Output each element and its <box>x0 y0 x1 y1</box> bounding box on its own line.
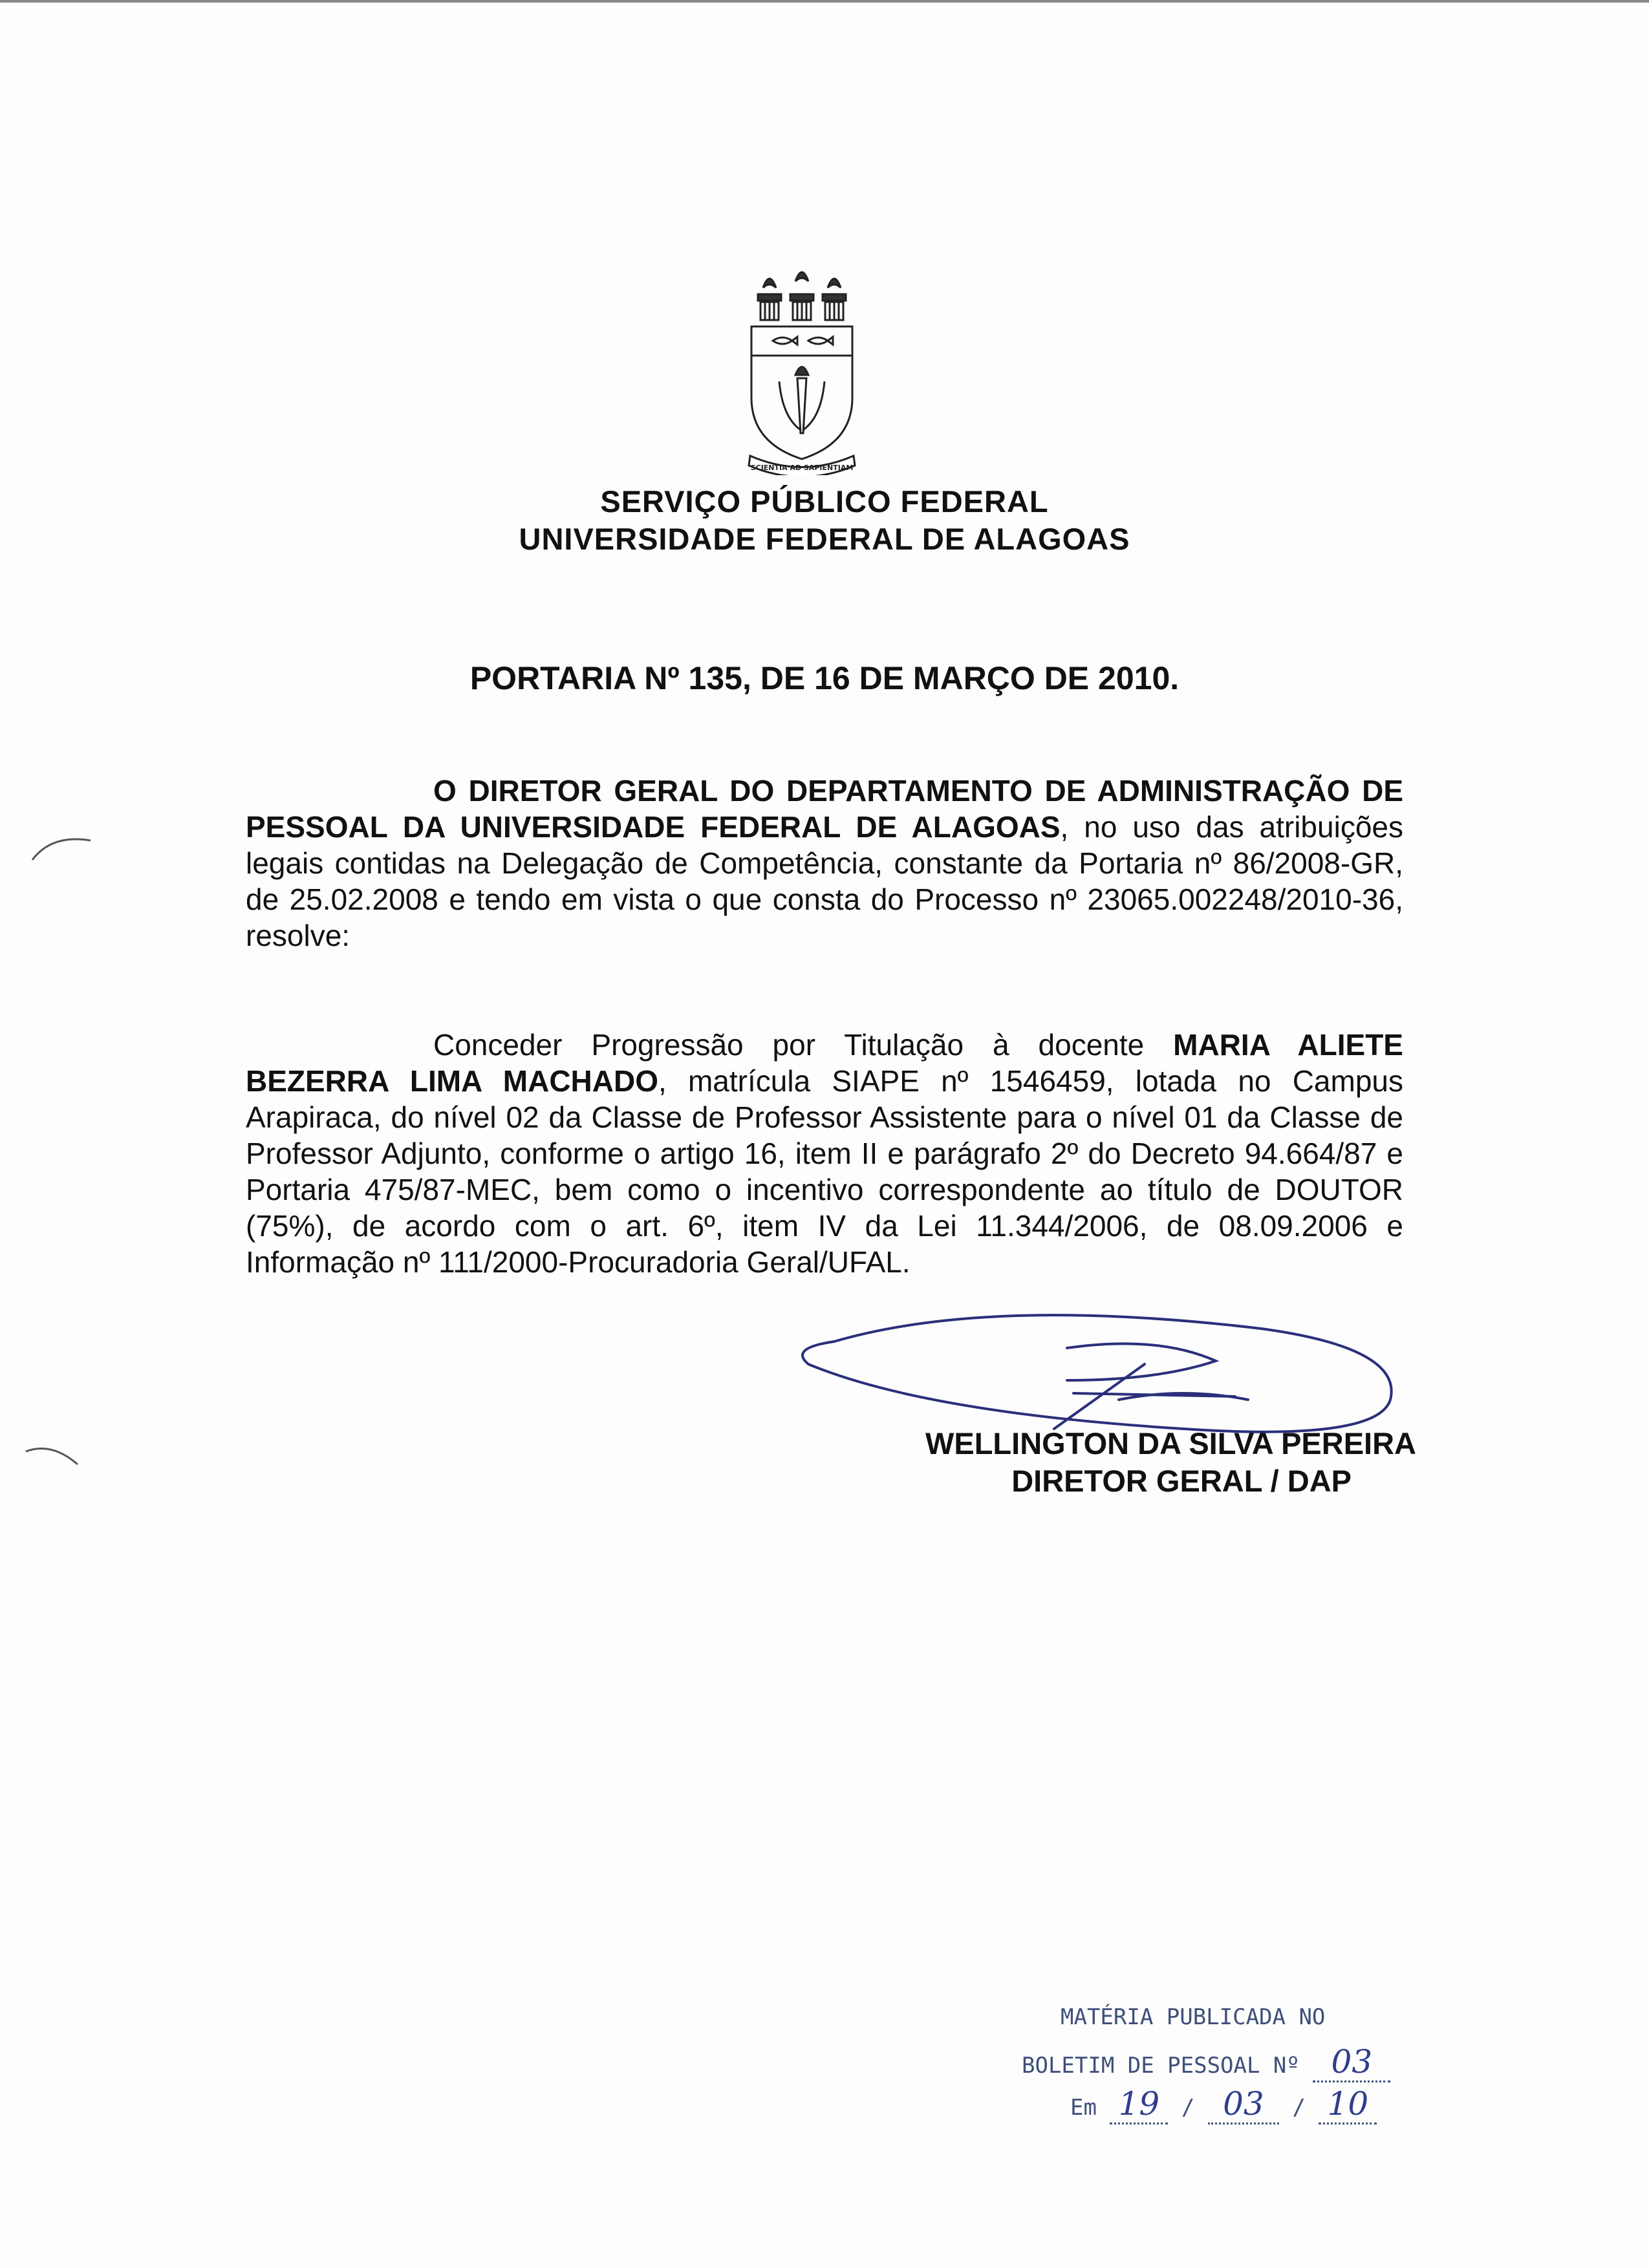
scan-top-edge <box>0 0 1649 3</box>
paragraph-preamble <box>246 773 1403 954</box>
docente-name: MARIA ALIETE BEZERRA LIMA MACHADO <box>246 1028 1403 1098</box>
header-university-line: UNIVERSIDADE FEDERAL DE ALAGOAS <box>519 522 1130 556</box>
signatory-name: WELLINGTON DA SILVA PEREIRA <box>925 1426 1416 1460</box>
scan-mark-left-lower <box>19 1439 97 1484</box>
stamp-date-label: Em <box>1070 2095 1097 2121</box>
resolution-text: , matrícula SIAPE nº 1546459, lotada no Campus Arapiraca, do nível 02 da Classe de Professor Assistente para o nível 01 da Classe de Professor Adjunto, conforme o artigo 16, item II e parágrafo 2º do Decreto 94.664/87 e Portaria 475/87-MEC, bem como o incentivo correspondente ao título de DOUTOR (75%), de acordo com o art. 6º, item IV da Lei 11.344/2006, de 08.09.2006 e Informação nº 111/2000-Procuradoria Geral/UFAL. <box>246 1064 1403 1279</box>
paragraph-resolution <box>246 1027 1403 1280</box>
crest-torch-center <box>790 272 814 320</box>
stamp-boletim-label: BOLETIM DE PESSOAL Nº <box>1022 2053 1300 2079</box>
stamp-line-published: MATÉRIA PUBLICADA NO <box>1061 2004 1326 2030</box>
resolution-lead: Conceder Progressão por Titulação à docente <box>433 1028 1174 1062</box>
crest-torch-right <box>823 279 846 320</box>
crest-motto: SCIENTIA AD SAPIENTIAM <box>750 464 854 472</box>
stamp-line-date: Em 19 / 03 / 10 <box>1070 2085 1377 2124</box>
stamp-boletim-number: 03 <box>1313 2043 1390 2082</box>
crest-torch-left <box>758 279 781 320</box>
university-crest-logo <box>744 268 860 475</box>
stamp-date-year: 10 <box>1319 2085 1377 2124</box>
stamp-date-month: 03 <box>1208 2085 1279 2124</box>
preamble-text: , no uso das atribuições legais contidas na Delegação de Competência, constante da Portaria nº 86/2008-GR, de 25.02.2008 e tendo em vista o que consta do Processo nº 23065.002248/2010-36, resolve: <box>246 810 1403 952</box>
preamble-authority: O DIRETOR GERAL DO DEPARTAMENTO DE ADMINISTRAÇÃO DE PESSOAL DA UNIVERSIDADE FEDERAL DE ALAGOAS <box>246 774 1403 844</box>
signatory-role: DIRETOR GERAL / DAP <box>1011 1464 1352 1498</box>
stamp-date-day: 19 <box>1110 2085 1168 2124</box>
scan-mark-left-upper <box>26 828 103 866</box>
document-title: PORTARIA Nº 135, DE 16 DE MARÇO DE 2010. <box>469 660 1180 696</box>
header-service-line: SERVIÇO PÚBLICO FEDERAL <box>600 484 1049 519</box>
stamp-line-boletim <box>1022 2043 1390 2082</box>
